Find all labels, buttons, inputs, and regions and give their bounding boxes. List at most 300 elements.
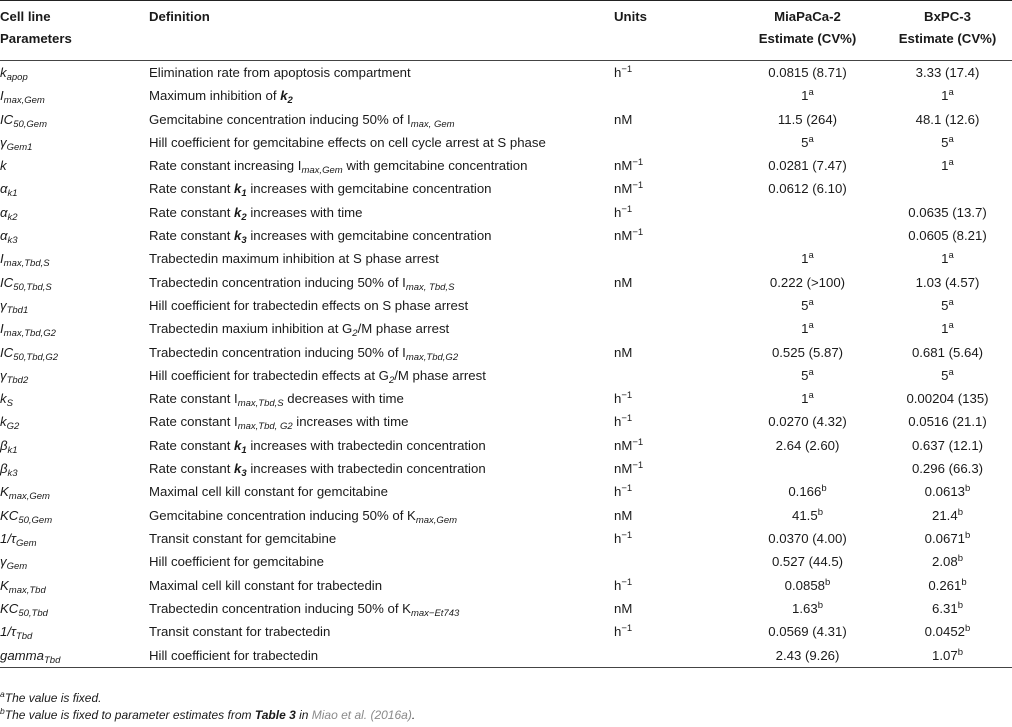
definition-cell	[149, 643, 614, 668]
definition-subscript: max,Tbd,G2	[405, 351, 459, 363]
param-subscript: S	[6, 398, 13, 410]
bxpc-estimate-cell	[883, 410, 1012, 433]
footnote-b	[0, 707, 415, 724]
miapaca-estimate-cell	[732, 364, 883, 387]
miapaca-footnote-mark: a	[808, 296, 814, 308]
miapaca-estimate-cell	[732, 201, 883, 224]
param-symbol: I	[0, 321, 4, 337]
table-row	[0, 410, 1012, 433]
bxpc-estimate-cell	[883, 457, 1012, 480]
param-cell	[0, 457, 149, 480]
definition-cell	[149, 271, 614, 294]
param-symbol: k	[0, 391, 7, 407]
definition-cell	[149, 364, 614, 387]
miapaca-footnote-mark: b	[821, 483, 827, 495]
units-text: nM	[614, 228, 633, 244]
param-subscript: Gem1	[6, 141, 33, 153]
definition-text: Rate constant I	[149, 391, 238, 407]
param-symbol: 1/τ	[0, 624, 16, 640]
miapaca-value: 0.525 (5.87)	[771, 344, 844, 360]
miapaca-estimate-cell	[732, 317, 883, 340]
footnote-b-text-3: .	[411, 708, 416, 722]
bxpc-footnote-mark: b	[957, 646, 963, 658]
param-symbol: k	[0, 158, 7, 174]
table-row	[0, 177, 1012, 200]
footnote-b-text-2: in	[295, 708, 312, 722]
miapaca-estimate-cell	[732, 271, 883, 294]
param-cell	[0, 224, 149, 247]
definition-text: Rate constant	[149, 437, 235, 453]
param-subscript: Gem	[15, 537, 37, 549]
param-subscript: Tbd	[15, 631, 33, 643]
units-cell	[614, 247, 732, 270]
bxpc-footnote-mark: b	[961, 576, 967, 588]
definition-text: Trabectedin concentration inducing 50% of I	[149, 274, 406, 290]
param-subscript: Gem	[6, 561, 28, 573]
param-subscript: max,Gem	[3, 95, 45, 107]
miapaca-value: 1.63	[792, 600, 818, 616]
miapaca-value: 1	[801, 391, 809, 407]
param-subscript: 50,Tbd,G2	[13, 351, 59, 363]
units-text: nM	[614, 274, 633, 290]
param-subscript: 50,Gem	[18, 514, 53, 526]
definition-text: Rate constant	[149, 228, 235, 244]
bxpc-value: 2.08	[932, 554, 958, 570]
units-superscript: −1	[621, 483, 633, 495]
param-cell	[0, 434, 149, 457]
definition-cell	[149, 294, 614, 317]
bxpc-value: 21.4	[932, 507, 958, 523]
bxpc-footnote-mark: b	[957, 553, 963, 565]
miapaca-footnote-mark: b	[817, 599, 823, 611]
footnote-a-text: The value is fixed.	[4, 691, 102, 705]
definition-cell	[149, 61, 614, 85]
param-cell	[0, 341, 149, 364]
param-symbol: k	[0, 414, 7, 430]
definition-subscript: max−Et743	[410, 607, 460, 619]
units-superscript: −1	[621, 64, 633, 75]
bxpc-estimate-cell	[883, 131, 1012, 154]
miapaca-footnote-mark: a	[808, 366, 814, 378]
units-cell	[614, 410, 732, 433]
header-miapaca	[732, 1, 883, 61]
bxpc-estimate-cell	[883, 480, 1012, 503]
miapaca-estimate-cell	[732, 341, 883, 364]
footnote-b-text: The value is fixed to parameter estimates from	[4, 708, 255, 722]
table-row	[0, 550, 1012, 573]
param-symbol: KC	[0, 507, 19, 523]
definition-subscript: max,Tbd, G2	[237, 421, 293, 433]
definition-text: Maximal cell kill constant for trabectedin	[149, 577, 383, 593]
footnote-b-table-ref: Table 3	[254, 708, 296, 722]
table-row	[0, 457, 1012, 480]
bxpc-footnote-mark: b	[965, 483, 971, 495]
param-symbol: IC	[0, 111, 14, 127]
definition-cell	[149, 410, 614, 433]
header-units	[614, 1, 732, 61]
param-symbol: IC	[0, 344, 14, 360]
definition-text: Hill coefficient for trabectedin	[149, 647, 319, 663]
bxpc-footnote-mark: a	[948, 366, 954, 378]
bxpc-estimate-cell	[883, 154, 1012, 177]
definition-cell	[149, 224, 614, 247]
table-row	[0, 154, 1012, 177]
param-symbol: I	[0, 251, 4, 267]
definition-k-symbol: k	[234, 204, 242, 220]
bxpc-footnote-mark: b	[965, 623, 971, 635]
param-symbol: γ	[0, 554, 7, 570]
bxpc-value: 0.261	[928, 577, 962, 593]
units-superscript: −1	[632, 227, 644, 239]
miapaca-estimate-cell	[732, 527, 883, 550]
param-subscript: k2	[7, 211, 18, 223]
bxpc-estimate-cell	[883, 224, 1012, 247]
definition-cell	[149, 504, 614, 527]
bxpc-value: 5	[941, 297, 949, 313]
miapaca-estimate-cell	[732, 597, 883, 620]
miapaca-value: 0.0858	[784, 577, 826, 593]
bxpc-value: 0.637 (12.1)	[911, 437, 984, 453]
miapaca-value: 0.0612 (6.10)	[768, 181, 847, 197]
param-symbol: K	[0, 484, 9, 500]
definition-text: Hill coefficient for trabectedin effects on S phase arrest	[149, 297, 469, 313]
header-parameters-label: Parameters	[0, 31, 72, 46]
definition-cell	[149, 620, 614, 643]
miapaca-estimate-cell	[732, 434, 883, 457]
miapaca-value: 5	[801, 367, 809, 383]
bxpc-estimate-cell	[883, 387, 1012, 410]
definition-cell	[149, 550, 614, 573]
param-symbol: IC	[0, 274, 14, 290]
param-symbol: I	[0, 88, 4, 104]
bxpc-value: 1	[941, 88, 949, 104]
table-row	[0, 84, 1012, 107]
miapaca-estimate-cell	[732, 224, 883, 247]
bxpc-footnote-mark: a	[948, 320, 954, 332]
definition-tail: /M phase arrest	[357, 321, 450, 337]
definition-text: Transit constant for gemcitabine	[149, 530, 337, 546]
units-text: h	[614, 204, 622, 220]
table-row	[0, 224, 1012, 247]
param-cell	[0, 387, 149, 410]
bxpc-footnote-mark: b	[957, 599, 963, 611]
footnote-a-mark: a	[0, 689, 5, 699]
units-text: nM	[614, 600, 633, 616]
miapaca-estimate-cell	[732, 177, 883, 200]
miapaca-footnote-mark: a	[808, 390, 814, 402]
miapaca-estimate-cell	[732, 480, 883, 503]
bxpc-value: 5	[941, 134, 949, 150]
table-row	[0, 574, 1012, 597]
bxpc-value: 5	[941, 367, 949, 383]
param-subscript: max,Tbd	[8, 584, 46, 596]
definition-cell	[149, 317, 614, 340]
table-row	[0, 434, 1012, 457]
bxpc-footnote-mark: b	[965, 529, 971, 541]
definition-text: Maximum inhibition of	[149, 88, 281, 104]
header-miapaca-label: MiaPaCa-2	[774, 9, 841, 24]
units-text: h	[614, 530, 622, 546]
miapaca-footnote-mark: a	[808, 320, 814, 332]
miapaca-footnote-mark: b	[817, 506, 823, 518]
units-text: nM	[614, 344, 633, 360]
definition-text: Transit constant for trabectedin	[149, 624, 331, 640]
table-row	[0, 527, 1012, 550]
param-cell	[0, 364, 149, 387]
definition-subscript: 1	[241, 444, 247, 456]
bxpc-value: 1	[941, 321, 949, 337]
miapaca-estimate-cell	[732, 154, 883, 177]
miapaca-estimate-cell	[732, 108, 883, 131]
definition-text: Rate constant	[149, 461, 235, 477]
units-cell	[614, 480, 732, 503]
table-row	[0, 131, 1012, 154]
param-subscript: Tbd	[43, 654, 61, 666]
table-row	[0, 480, 1012, 503]
footnote-a	[0, 690, 415, 707]
bxpc-value: 0.0452	[924, 624, 966, 640]
miapaca-value: 0.0569 (4.31)	[768, 624, 847, 640]
param-subscript: k1	[7, 188, 18, 200]
bxpc-estimate-cell	[883, 108, 1012, 131]
footnote-b-mark: b	[0, 706, 5, 716]
param-subscript: max,Tbd,S	[3, 258, 50, 270]
param-symbol: α	[0, 204, 8, 220]
miapaca-value: 1	[801, 321, 809, 337]
header-cell-line-label: Cell line	[0, 9, 51, 24]
param-cell	[0, 294, 149, 317]
miapaca-value: 0.166	[788, 484, 822, 500]
header-bxpc	[883, 1, 1012, 61]
param-subscript: k1	[7, 444, 18, 456]
table-row	[0, 620, 1012, 643]
definition-text: Hill coefficient for trabectedin effects at G	[149, 367, 389, 383]
table-row	[0, 108, 1012, 131]
definition-tail: /M phase arrest	[394, 367, 486, 383]
units-text: nM	[614, 111, 633, 127]
table-row	[0, 597, 1012, 620]
bxpc-value: 0.00204 (135)	[906, 391, 989, 407]
param-subscript: max,Tbd,G2	[3, 328, 56, 340]
param-cell	[0, 480, 149, 503]
definition-cell	[149, 574, 614, 597]
bxpc-estimate-cell	[883, 317, 1012, 340]
units-cell	[614, 643, 732, 668]
definition-cell	[149, 131, 614, 154]
param-cell	[0, 597, 149, 620]
units-cell	[614, 457, 732, 480]
definition-subscript: 2	[352, 328, 358, 340]
definition-tail: increases with trabectedin concentration	[246, 461, 486, 477]
units-cell	[614, 271, 732, 294]
table-row	[0, 294, 1012, 317]
definition-text: Rate constant	[149, 181, 235, 197]
param-subscript: Tbd2	[6, 374, 29, 386]
units-text: nM	[614, 461, 633, 477]
units-text: h	[614, 391, 622, 407]
bxpc-estimate-cell	[883, 527, 1012, 550]
param-cell	[0, 177, 149, 200]
units-cell	[614, 364, 732, 387]
definition-subscript: 2	[287, 95, 293, 107]
units-cell	[614, 84, 732, 107]
definition-subscript: 1	[241, 188, 247, 200]
miapaca-footnote-mark: a	[808, 87, 814, 99]
units-superscript: −1	[632, 180, 644, 192]
param-symbol: α	[0, 181, 8, 197]
units-cell	[614, 341, 732, 364]
bxpc-estimate-cell	[883, 597, 1012, 620]
param-cell	[0, 504, 149, 527]
miapaca-estimate-cell	[732, 643, 883, 668]
param-symbol: k	[0, 65, 7, 80]
units-text: nM	[614, 437, 633, 453]
units-text: nM	[614, 158, 633, 174]
units-text: h	[614, 414, 622, 430]
param-subscript: Tbd1	[6, 304, 29, 316]
miapaca-value: 0.0815 (8.71)	[768, 65, 847, 80]
bxpc-estimate-cell	[883, 177, 1012, 200]
table-row	[0, 341, 1012, 364]
units-cell	[614, 224, 732, 247]
param-subscript: G2	[6, 421, 20, 433]
bxpc-estimate-cell	[883, 201, 1012, 224]
bxpc-estimate-cell	[883, 504, 1012, 527]
units-cell	[614, 201, 732, 224]
units-cell	[614, 61, 732, 85]
units-cell	[614, 294, 732, 317]
units-text: h	[614, 484, 622, 500]
bxpc-value: 0.0671	[924, 530, 966, 546]
miapaca-footnote-mark: a	[808, 250, 814, 262]
param-cell	[0, 643, 149, 668]
bxpc-value: 3.33 (17.4)	[915, 65, 980, 80]
miapaca-footnote-mark: b	[825, 576, 831, 588]
miapaca-estimate-cell	[732, 387, 883, 410]
miapaca-value: 0.527 (44.5)	[771, 554, 844, 570]
definition-text: Trabectedin concentration inducing 50% of K	[149, 600, 411, 616]
bxpc-value: 0.0613	[924, 484, 966, 500]
param-cell	[0, 527, 149, 550]
definition-text: Trabectedin concentration inducing 50% of I	[149, 344, 406, 360]
bxpc-value: 1.07	[932, 647, 958, 663]
param-cell	[0, 410, 149, 433]
units-cell	[614, 574, 732, 597]
bxpc-value: 0.0516 (21.1)	[908, 414, 987, 430]
param-cell	[0, 247, 149, 270]
units-superscript: −1	[621, 203, 633, 215]
bxpc-estimate-cell	[883, 434, 1012, 457]
units-text: nM	[614, 181, 633, 197]
definition-k-symbol: k	[234, 181, 242, 197]
definition-text: Gemcitabine concentration inducing 50% of I	[149, 111, 411, 127]
bxpc-estimate-cell	[883, 341, 1012, 364]
definition-subscript: 3	[241, 468, 247, 480]
definition-subscript: 2	[388, 374, 395, 386]
bxpc-footnote-mark: b	[957, 506, 963, 518]
miapaca-estimate-cell	[732, 131, 883, 154]
header-units-label: Units	[614, 9, 647, 24]
param-subscript: k3	[7, 468, 18, 480]
bxpc-footnote-mark: a	[948, 157, 954, 169]
units-cell	[614, 434, 732, 457]
definition-subscript: max, Tbd,S	[405, 281, 455, 293]
units-cell	[614, 527, 732, 550]
units-superscript: −1	[632, 436, 644, 448]
units-text: h	[614, 624, 622, 640]
bxpc-estimate-cell	[883, 574, 1012, 597]
footnote-b-citation-link[interactable]: Miao et al. (2016a)	[311, 708, 412, 722]
param-symbol: γ	[0, 297, 7, 313]
miapaca-footnote-mark: a	[808, 133, 814, 145]
units-cell	[614, 620, 732, 643]
param-symbol: 1/τ	[0, 530, 16, 546]
miapaca-value: 2.64 (2.60)	[775, 437, 840, 453]
units-cell	[614, 317, 732, 340]
param-symbol: α	[0, 228, 8, 244]
header-definition	[149, 1, 614, 61]
miapaca-estimate-cell	[732, 457, 883, 480]
miapaca-estimate-cell	[732, 550, 883, 573]
param-subscript: 50,Gem	[13, 118, 47, 130]
definition-cell	[149, 434, 614, 457]
miapaca-estimate-cell	[732, 620, 883, 643]
definition-text: Gemcitabine concentration inducing 50% of K	[149, 507, 416, 523]
miapaca-value: 1	[801, 251, 809, 267]
header-bxpc-label: BxPC-3	[924, 9, 971, 24]
miapaca-value: 5	[801, 297, 809, 313]
param-cell	[0, 84, 149, 107]
definition-text: Maximal cell kill constant for gemcitabine	[149, 484, 388, 500]
table-header-row	[0, 1, 1012, 61]
definition-text: Elimination rate from apoptosis compartment	[149, 65, 411, 80]
param-subscript: 50,Tbd,S	[13, 281, 52, 293]
units-cell	[614, 131, 732, 154]
definition-cell	[149, 108, 614, 131]
definition-k-symbol: k	[234, 228, 242, 244]
units-text: h	[614, 65, 622, 80]
miapaca-value: 5	[801, 134, 809, 150]
header-miapaca-estimate-label: Estimate (CV%)	[758, 31, 857, 46]
definition-cell	[149, 154, 614, 177]
param-cell	[0, 131, 149, 154]
bxpc-footnote-mark: a	[948, 296, 954, 308]
definition-text: Trabectedin maxium inhibition at G	[149, 321, 353, 337]
bxpc-value: 0.681 (5.64)	[911, 344, 984, 360]
units-cell	[614, 597, 732, 620]
miapaca-value: 0.0281 (7.47)	[768, 158, 847, 174]
param-cell	[0, 154, 149, 177]
definition-subscript: 3	[241, 235, 247, 247]
units-superscript: −1	[632, 460, 644, 472]
bxpc-estimate-cell	[883, 271, 1012, 294]
param-symbol: γ	[0, 367, 7, 383]
table-row	[0, 61, 1012, 85]
definition-text: Hill coefficient for gemcitabine	[149, 554, 324, 570]
miapaca-value: 41.5	[792, 507, 818, 523]
bxpc-estimate-cell	[883, 620, 1012, 643]
bxpc-estimate-cell	[883, 550, 1012, 573]
bxpc-value: 0.0635 (13.7)	[908, 204, 987, 220]
miapaca-estimate-cell	[732, 84, 883, 107]
param-symbol: β	[0, 461, 8, 477]
param-subscript: k3	[7, 235, 18, 247]
units-superscript: −1	[621, 623, 633, 635]
bxpc-value: 1.03 (4.57)	[915, 274, 980, 290]
miapaca-value: 0.0270 (4.32)	[768, 414, 847, 430]
definition-cell	[149, 387, 614, 410]
definition-k-symbol: k	[234, 437, 242, 453]
